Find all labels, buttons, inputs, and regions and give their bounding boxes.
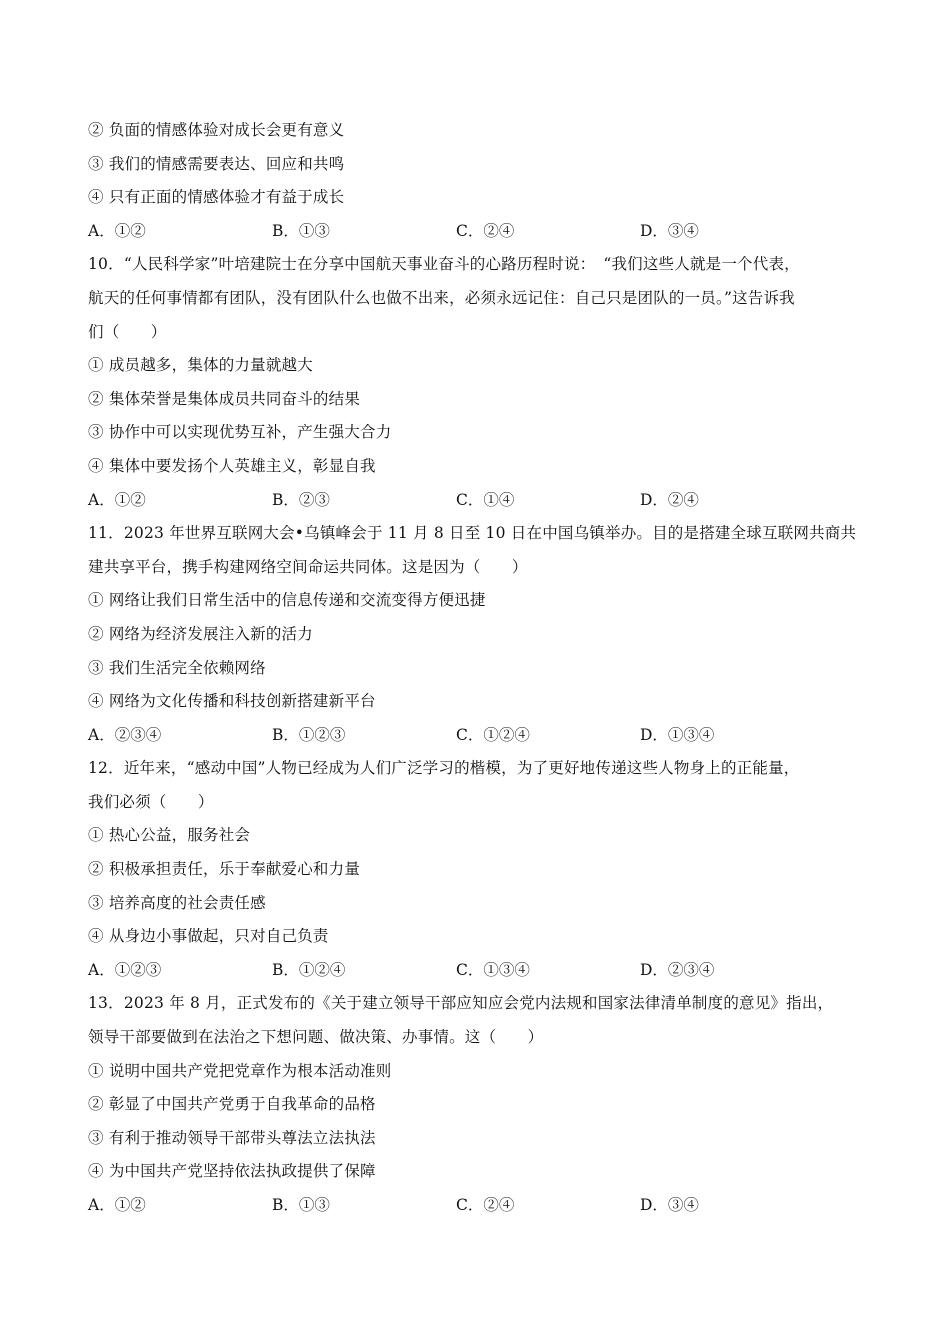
choice-d: D．②③④	[640, 960, 715, 979]
question-stem-line: 10．“人民科学家”叶培建院士在分享中国航天事业奋斗的心路历程时说： “我们这些人就是一个代表，	[88, 255, 800, 274]
option-line: ④ 为中国共产党坚持依法执政提供了保障	[88, 1162, 376, 1181]
option-line: ① 说明中国共产党把党章作为根本活动准则	[88, 1061, 392, 1080]
answer-choices	[88, 1189, 888, 1223]
question-10	[88, 248, 888, 517]
exam-page	[88, 114, 888, 1223]
option-line: ① 热心公益，服务社会	[88, 826, 251, 845]
choice-c: C．①③④	[456, 960, 530, 979]
option-line: ① 成员越多，集体的力量就越大	[88, 356, 313, 375]
question-stem-line: 领导干部要做到在法治之下想问题、做决策、办事情。这（ ）	[88, 1028, 544, 1047]
choice-c: C．①④	[456, 490, 515, 509]
option-line: ④ 集体中要发扬个人英雄主义，彰显自我	[88, 456, 376, 475]
option-line: ② 彰显了中国共产党勇于自我革命的品格	[88, 1095, 376, 1114]
question-9-tail	[88, 114, 888, 248]
option-line: ③ 我们生活完全依赖网络	[88, 658, 266, 677]
question-stem-line: 建共享平台，携手构建网络空间命运共同体。这是因为（ ）	[88, 557, 528, 576]
choice-b: B．①③	[272, 1196, 330, 1214]
question-stem-line: 13．2023 年 8 月，正式发布的《关于建立领导干部应知应会党内法规和国家法律清单制度的意见》指出，	[88, 994, 834, 1013]
option-line: ③ 协作中可以实现优势互补，产生强大合力	[88, 423, 392, 442]
answer-choices	[88, 484, 888, 518]
answer-choices	[88, 954, 888, 988]
choice-d: D．②④	[640, 490, 699, 509]
answer-choices	[88, 719, 888, 753]
choice-d: D．③④	[640, 221, 699, 240]
choice-b: B．①③	[272, 221, 330, 240]
choice-b: B．①②③	[272, 725, 346, 744]
choice-a: A．①②	[88, 1196, 146, 1214]
option-line: ① 网络让我们日常生活中的信息传递和交流变得方便迅捷	[88, 591, 486, 610]
question-stem-line: 们（ ）	[88, 322, 167, 341]
choice-b: B．②③	[272, 490, 330, 509]
option-line: ④ 从身边小事做起，只对自己负责	[88, 927, 329, 946]
choice-a: A．①②	[88, 490, 146, 509]
option-line: ② 集体荣誉是集体成员共同奋斗的结果	[88, 389, 361, 408]
question-12	[88, 752, 888, 987]
choice-c: C．②④	[456, 221, 515, 240]
option-line: ② 网络为经济发展注入新的活力	[88, 624, 313, 643]
option-line: ④ 只有正面的情感体验才有益于成长	[88, 188, 345, 207]
option-line: ③ 有利于推动领导干部带头尊法立法执法	[88, 1128, 376, 1147]
choice-a: A．①②	[88, 221, 146, 240]
choice-a: A．①②③	[88, 960, 162, 979]
option-line: ③ 培养高度的社会责任感	[88, 893, 266, 912]
option-line: ③ 我们的情感需要表达、回应和共鸣	[88, 154, 345, 173]
answer-choices	[88, 215, 888, 249]
question-stem-line: 11．2023 年世界互联网大会•乌镇峰会于 11 月 8 日至 10 日在中国乌镇举办。目的是搭建全球互联网共商共	[88, 524, 857, 543]
choice-d: D．①③④	[640, 725, 715, 744]
choice-d: D．③④	[640, 1196, 699, 1214]
question-stem-line: 航天的任何事情都有团队，没有团队什么也做不出来，必须永远记住：自己只是团队的一员。”这告诉我	[88, 288, 795, 307]
question-11	[88, 517, 888, 752]
choice-b: B．①②④	[272, 960, 346, 979]
question-13	[88, 987, 888, 1222]
choice-c: C．②④	[456, 1196, 515, 1214]
question-stem-line: 我们必须（ ）	[88, 792, 214, 811]
choice-c: C．①②④	[456, 725, 530, 744]
option-line: ② 负面的情感体验对成长会更有意义	[88, 121, 345, 139]
question-stem-line: 12．近年来，“感动中国”人物已经成为人们广泛学习的楷模，为了更好地传递这些人物身上的正能量，	[88, 759, 800, 778]
option-line: ④ 网络为文化传播和科技创新搭建新平台	[88, 692, 376, 711]
choice-a: A．②③④	[88, 725, 162, 744]
option-line: ② 积极承担责任，乐于奉献爱心和力量	[88, 860, 361, 879]
